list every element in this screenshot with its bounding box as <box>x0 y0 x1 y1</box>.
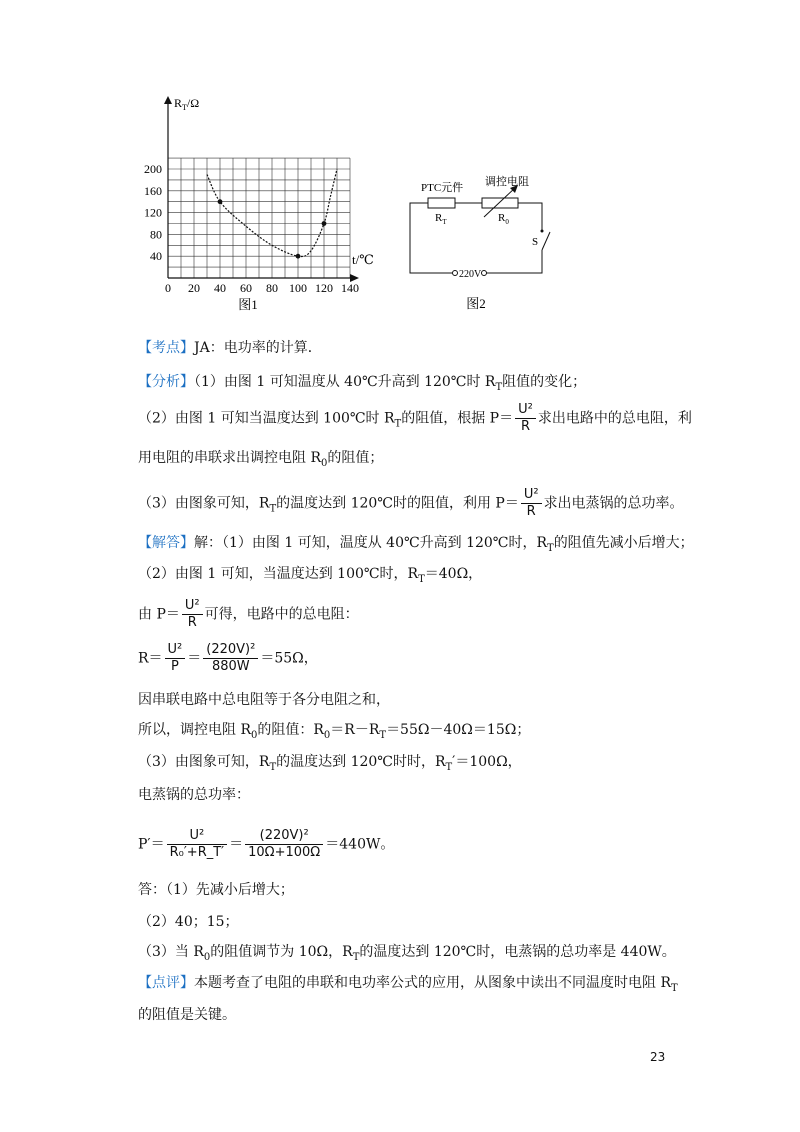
switch-label: S <box>532 236 539 248</box>
data-point <box>322 221 327 226</box>
jieda4-text-b: ＝55Ω， <box>260 650 318 667</box>
y-axis-label: $R_T/\Omega$ <box>174 96 200 112</box>
dianping-text-b: 的阻值是关键。 <box>138 1007 236 1023</box>
frac-denominator: 10Ω+100Ω <box>248 845 321 860</box>
answer3-text-b: 的阻值调节为 10Ω，R <box>210 944 353 960</box>
frac-denominator: R <box>187 615 197 630</box>
jieda9-text-b: ＝440W。 <box>325 836 395 853</box>
fenxi-line-4 <box>138 487 684 520</box>
circuit-wire-top-right <box>518 203 542 231</box>
jieda6-text-d: ＝55Ω－40Ω＝15Ω； <box>386 722 531 738</box>
jieda4-fraction-2 <box>203 642 258 675</box>
jieda-line-8 <box>138 785 250 805</box>
jieda-line-3 <box>138 598 359 631</box>
voltage-label: 220V <box>459 269 482 280</box>
page-number: 23 <box>650 1050 666 1064</box>
jieda3-text: 由 P＝ <box>138 606 180 623</box>
fenxi-line-3 <box>138 448 383 474</box>
jieda-line-1 <box>138 533 694 559</box>
y-tick-label: 200 <box>144 162 162 176</box>
y-tick-label: 160 <box>144 183 162 198</box>
kaodian-line <box>138 338 322 358</box>
data-point <box>218 199 223 204</box>
frac-numerator: U² <box>165 642 186 659</box>
control-resistor <box>482 198 518 208</box>
x-tick-label: 100 <box>289 281 307 295</box>
jieda7-text-c: ′＝100Ω， <box>452 754 522 770</box>
ptc-resistor <box>428 198 455 208</box>
jieda-line-9 <box>138 828 394 861</box>
fenxi3-text-b: 的阻值； <box>327 450 384 466</box>
x-tick-label: 20 <box>188 281 200 295</box>
frac-denominator: R <box>520 419 530 434</box>
y-axis-arrow <box>164 96 172 104</box>
figure1-chart <box>130 92 374 322</box>
fenxi2-fraction <box>515 402 536 435</box>
jieda-tag: 【解答】 <box>138 535 194 551</box>
frac-denominator: R <box>526 504 536 519</box>
frac-denominator: 880W <box>211 659 250 674</box>
fenxi4-text-b: 的温度达到 120℃时的阻值，利用 P＝ <box>276 495 519 512</box>
jieda-line-7 <box>138 752 522 778</box>
fenxi4-fraction <box>521 487 542 520</box>
frac-numerator: U² <box>167 828 228 845</box>
frac-numerator: U² <box>521 487 542 504</box>
dianping-tag: 【点评】 <box>138 975 194 991</box>
fenxi-line-2 <box>138 402 692 435</box>
kaodian-text: JA：电功率的计算． <box>194 340 322 356</box>
fenxi2-text: （2）由图 1 可知当温度达到 100℃时 R <box>138 410 395 427</box>
x-tick-label: 40 <box>214 281 226 295</box>
jieda4-eq: ＝ <box>187 650 202 667</box>
jieda2-text: （2）由图 1 可知，当温度达到 100℃时，R <box>138 566 419 582</box>
fenxi4-text-c: 求出电蒸锅的总功率。 <box>543 495 684 512</box>
frac-numerator: (220V)² <box>203 642 258 659</box>
jieda7-text-b: 的温度达到 120℃时时，R <box>276 754 446 770</box>
fenxi1-sub: T <box>495 381 503 393</box>
figure1-caption: 图1 <box>238 297 258 312</box>
fenxi1-text: （1）由图 1 可知温度从 40℃升高到 120℃时 R <box>194 374 496 390</box>
jieda7-sub2: T <box>445 761 453 773</box>
terminal-left <box>453 271 458 276</box>
jieda2-sub: T <box>418 573 425 585</box>
jieda5-text: 因串联电路中总电阻等于各分电阻之和， <box>138 692 390 708</box>
y-tick-label: 120 <box>144 205 162 220</box>
jieda6-sub2: 0 <box>323 729 331 741</box>
r0-label: $R_0$ <box>498 212 509 226</box>
answer-line-3 <box>138 942 676 968</box>
jieda1-text-b: 的阻值先减小后增大； <box>553 535 694 551</box>
dianping-line-2 <box>138 1005 236 1025</box>
jieda9-fraction-2 <box>245 828 323 861</box>
jieda7-sub: T <box>269 761 277 773</box>
frac-numerator: (220V)² <box>245 828 323 845</box>
rt-label: $R_T$ <box>435 212 447 226</box>
jieda1-sub: T <box>547 542 554 554</box>
answer-line-2 <box>138 912 239 932</box>
fenxi2-text-c: 求出电路中的总电阻，利 <box>537 410 692 427</box>
control-resistor-label: 调控电阻 <box>485 176 529 188</box>
x-axis-label: t/℃ <box>352 252 374 267</box>
switch-contact <box>541 230 544 233</box>
answer1-text: 答：（1）先减小后增大； <box>138 882 294 898</box>
jieda3-text-b: 可得，电路中的总电阻： <box>204 606 359 623</box>
fenxi2-sub: T <box>394 418 402 430</box>
fenxi4-text: （3）由图象可知，R <box>138 495 270 512</box>
jieda6-sub: 0 <box>251 729 258 741</box>
x-tick-label: 80 <box>266 281 278 295</box>
fenxi-line-1 <box>138 372 586 398</box>
answer2-text: （2）40；15； <box>138 914 239 930</box>
terminal-right <box>482 271 487 276</box>
fenxi4-sub: T <box>269 503 277 515</box>
frac-numerator: U² <box>515 402 536 419</box>
data-point <box>296 254 301 259</box>
y-tick-label: 40 <box>150 249 162 264</box>
jieda1-text: 解：（1）由图 1 可知，温度从 40℃升高到 120℃时，R <box>194 535 548 551</box>
answer3-text-c: 的温度达到 120℃时，电蒸锅的总功率是 440W。 <box>359 944 676 960</box>
jieda4-text: R＝ <box>138 650 163 667</box>
frac-denominator: R₀′+R_T′ <box>169 845 225 860</box>
fenxi3-text: 用电阻的串联求出调控电阻 R <box>138 450 321 466</box>
jieda-line-2 <box>138 564 482 590</box>
frac-numerator: U² <box>182 598 203 615</box>
x-tick-label: 140 <box>341 281 359 295</box>
circuit-wire <box>410 203 452 273</box>
switch <box>542 232 550 250</box>
dianping-sub: T <box>671 982 678 994</box>
x-tick-label: 0 <box>165 281 171 295</box>
fenxi1-text-b: 阻值的变化； <box>502 374 587 390</box>
frac-denominator: P <box>170 659 179 674</box>
jieda-line-6 <box>138 720 530 746</box>
answer3-sub2: T <box>352 951 360 963</box>
circuit-wire-right <box>486 250 542 273</box>
fenxi2-text-b: 的阻值，根据 P＝ <box>401 410 514 427</box>
answer3-text: （3）当 R <box>138 944 204 960</box>
x-tick-label: 120 <box>315 281 333 295</box>
jieda9-text: P′＝ <box>138 836 165 853</box>
jieda2-text-b: ＝40Ω， <box>424 566 483 582</box>
jieda-line-4 <box>138 642 318 675</box>
x-tick-label: 60 <box>240 281 252 295</box>
ptc-label: PTC元件 <box>421 182 464 194</box>
jieda6-sub3: T <box>379 729 387 741</box>
jieda6-text-b: 的阻值：R <box>257 722 324 738</box>
fenxi-tag: 【分析】 <box>138 374 194 390</box>
kaodian-tag: 【考点】 <box>138 340 194 356</box>
jieda9-fraction-1 <box>167 828 228 861</box>
dianping-line-1 <box>138 973 678 999</box>
dianping-text: 本题考查了电阻的串联和电功率公式的应用，从图象中读出不同温度时电阻 R <box>194 975 671 991</box>
jieda3-fraction <box>182 598 203 631</box>
jieda-line-5 <box>138 690 390 710</box>
answer3-sub: 0 <box>203 951 211 963</box>
figure2-circuit <box>400 165 560 315</box>
jieda6-text: 所以，调控电阻 R <box>138 722 251 738</box>
jieda8-text: 电蒸锅的总功率： <box>138 787 250 803</box>
y-tick-label: 80 <box>150 227 162 242</box>
jieda6-text-c: ＝R－R <box>330 722 380 738</box>
fenxi3-sub: 0 <box>321 457 328 469</box>
jieda9-eq: ＝ <box>229 836 244 853</box>
jieda7-text: （3）由图象可知，R <box>138 754 270 770</box>
jieda4-fraction-1 <box>165 642 186 675</box>
figure2-caption: 图2 <box>466 296 486 311</box>
answer-line-1 <box>138 880 294 900</box>
